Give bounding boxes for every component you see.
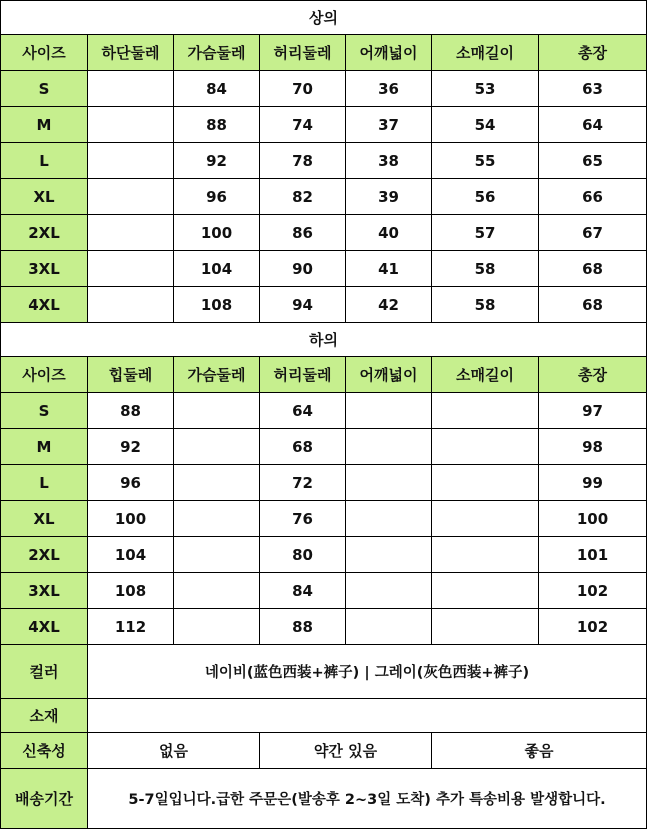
stretch-option-none: 없음 [88,733,260,769]
stretch-option-some: 약간 있음 [260,733,432,769]
table-cell: 36 [346,71,432,107]
size-label: 3XL [1,251,88,287]
table-cell: 90 [260,251,346,287]
table-cell: 86 [260,215,346,251]
table-cell: 64 [539,107,647,143]
table-cell: 104 [174,251,260,287]
table-cell [346,429,432,465]
table-cell: 112 [88,609,174,645]
top-title-row [1,1,647,35]
table-cell: 54 [432,107,539,143]
size-label: 2XL [1,537,88,573]
table-cell: 74 [260,107,346,143]
column-header: 가슴둘레 [174,357,260,393]
material-value [88,699,647,733]
table-cell [346,501,432,537]
table-cell: 96 [88,465,174,501]
color-row [1,645,647,699]
table-cell: 88 [174,107,260,143]
table-row [1,251,647,287]
table-cell: 41 [346,251,432,287]
column-header: 가슴둘레 [174,35,260,71]
table-cell [174,537,260,573]
top-section-title: 상의 [1,1,647,35]
table-cell: 102 [539,609,647,645]
size-label: 4XL [1,609,88,645]
size-label: S [1,393,88,429]
table-cell [346,573,432,609]
table-row [1,215,647,251]
table-cell [88,179,174,215]
shipping-label: 배송기간 [1,769,88,829]
table-cell [432,609,539,645]
stretch-option-good: 좋음 [432,733,647,769]
size-label: XL [1,179,88,215]
column-header: 하단둘레 [88,35,174,71]
table-cell [174,429,260,465]
table-cell [346,537,432,573]
table-cell: 100 [174,215,260,251]
table-cell: 80 [260,537,346,573]
column-header: 어깨넓이 [346,357,432,393]
shipping-value: 5-7일입니다.급한 주문은(발송후 2~3일 도착) 추가 특송비용 발생합니다. [88,769,647,829]
column-header: 어깨넓이 [346,35,432,71]
table-cell: 63 [539,71,647,107]
table-cell: 72 [260,465,346,501]
table-row [1,287,647,323]
table-cell [88,215,174,251]
column-header: 총장 [539,357,647,393]
table-cell [432,573,539,609]
size-label: S [1,71,88,107]
table-cell: 65 [539,143,647,179]
table-cell [88,107,174,143]
size-label: M [1,429,88,465]
bottom-header-row [1,357,647,393]
table-cell: 53 [432,71,539,107]
table-cell [346,393,432,429]
table-cell: 68 [260,429,346,465]
table-cell: 102 [539,573,647,609]
table-cell: 92 [88,429,174,465]
table-cell [174,573,260,609]
column-header: 허리둘레 [260,35,346,71]
table-cell [174,609,260,645]
table-row [1,107,647,143]
table-row [1,573,647,609]
table-cell: 68 [539,251,647,287]
column-header: 허리둘레 [260,357,346,393]
table-cell [88,143,174,179]
column-header: 총장 [539,35,647,71]
table-row [1,71,647,107]
table-cell [88,71,174,107]
table-cell: 66 [539,179,647,215]
table-cell: 88 [260,609,346,645]
table-cell: 108 [88,573,174,609]
column-header: 사이즈 [1,357,88,393]
table-cell: 84 [174,71,260,107]
table-cell: 92 [174,143,260,179]
table-cell: 55 [432,143,539,179]
stretch-row [1,733,647,769]
table-cell [432,501,539,537]
table-cell [346,465,432,501]
table-cell [88,287,174,323]
color-label: 컬러 [1,645,88,699]
size-label: XL [1,501,88,537]
table-row [1,537,647,573]
table-cell: 82 [260,179,346,215]
table-cell: 97 [539,393,647,429]
table-cell: 38 [346,143,432,179]
table-cell: 84 [260,573,346,609]
table-cell [432,393,539,429]
bottom-title-row [1,323,647,357]
size-label: L [1,465,88,501]
table-cell: 99 [539,465,647,501]
table-cell: 40 [346,215,432,251]
table-cell [174,393,260,429]
table-cell: 98 [539,429,647,465]
size-label: L [1,143,88,179]
table-cell: 67 [539,215,647,251]
table-row [1,429,647,465]
table-row [1,393,647,429]
size-label: 4XL [1,287,88,323]
table-cell: 58 [432,287,539,323]
size-label: 3XL [1,573,88,609]
table-row [1,143,647,179]
table-cell: 94 [260,287,346,323]
table-cell: 70 [260,71,346,107]
column-header: 소매길이 [432,35,539,71]
table-row [1,609,647,645]
table-cell: 88 [88,393,174,429]
table-row [1,179,647,215]
top-header-row [1,35,647,71]
material-row [1,699,647,733]
shipping-row [1,769,647,829]
bottom-section-title: 하의 [1,323,647,357]
material-label: 소재 [1,699,88,733]
stretch-label: 신축성 [1,733,88,769]
table-cell [174,501,260,537]
table-cell [432,465,539,501]
table-cell: 96 [174,179,260,215]
table-cell [432,429,539,465]
table-cell: 100 [88,501,174,537]
table-cell [88,251,174,287]
table-cell: 101 [539,537,647,573]
column-header: 소매길이 [432,357,539,393]
table-cell [432,537,539,573]
table-cell: 104 [88,537,174,573]
table-cell [174,465,260,501]
table-cell: 100 [539,501,647,537]
size-label: M [1,107,88,143]
table-cell: 56 [432,179,539,215]
table-cell: 58 [432,251,539,287]
color-value: 네이비(蓝色西装+裤子) | 그레이(灰色西装+裤子) [88,645,647,699]
table-row [1,501,647,537]
table-cell: 42 [346,287,432,323]
table-cell: 39 [346,179,432,215]
column-header: 힙둘레 [88,357,174,393]
table-cell: 68 [539,287,647,323]
table-cell: 76 [260,501,346,537]
table-cell [346,609,432,645]
size-label: 2XL [1,215,88,251]
table-cell: 108 [174,287,260,323]
table-cell: 64 [260,393,346,429]
table-row [1,465,647,501]
table-cell: 78 [260,143,346,179]
table-cell: 57 [432,215,539,251]
table-cell: 37 [346,107,432,143]
column-header: 사이즈 [1,35,88,71]
